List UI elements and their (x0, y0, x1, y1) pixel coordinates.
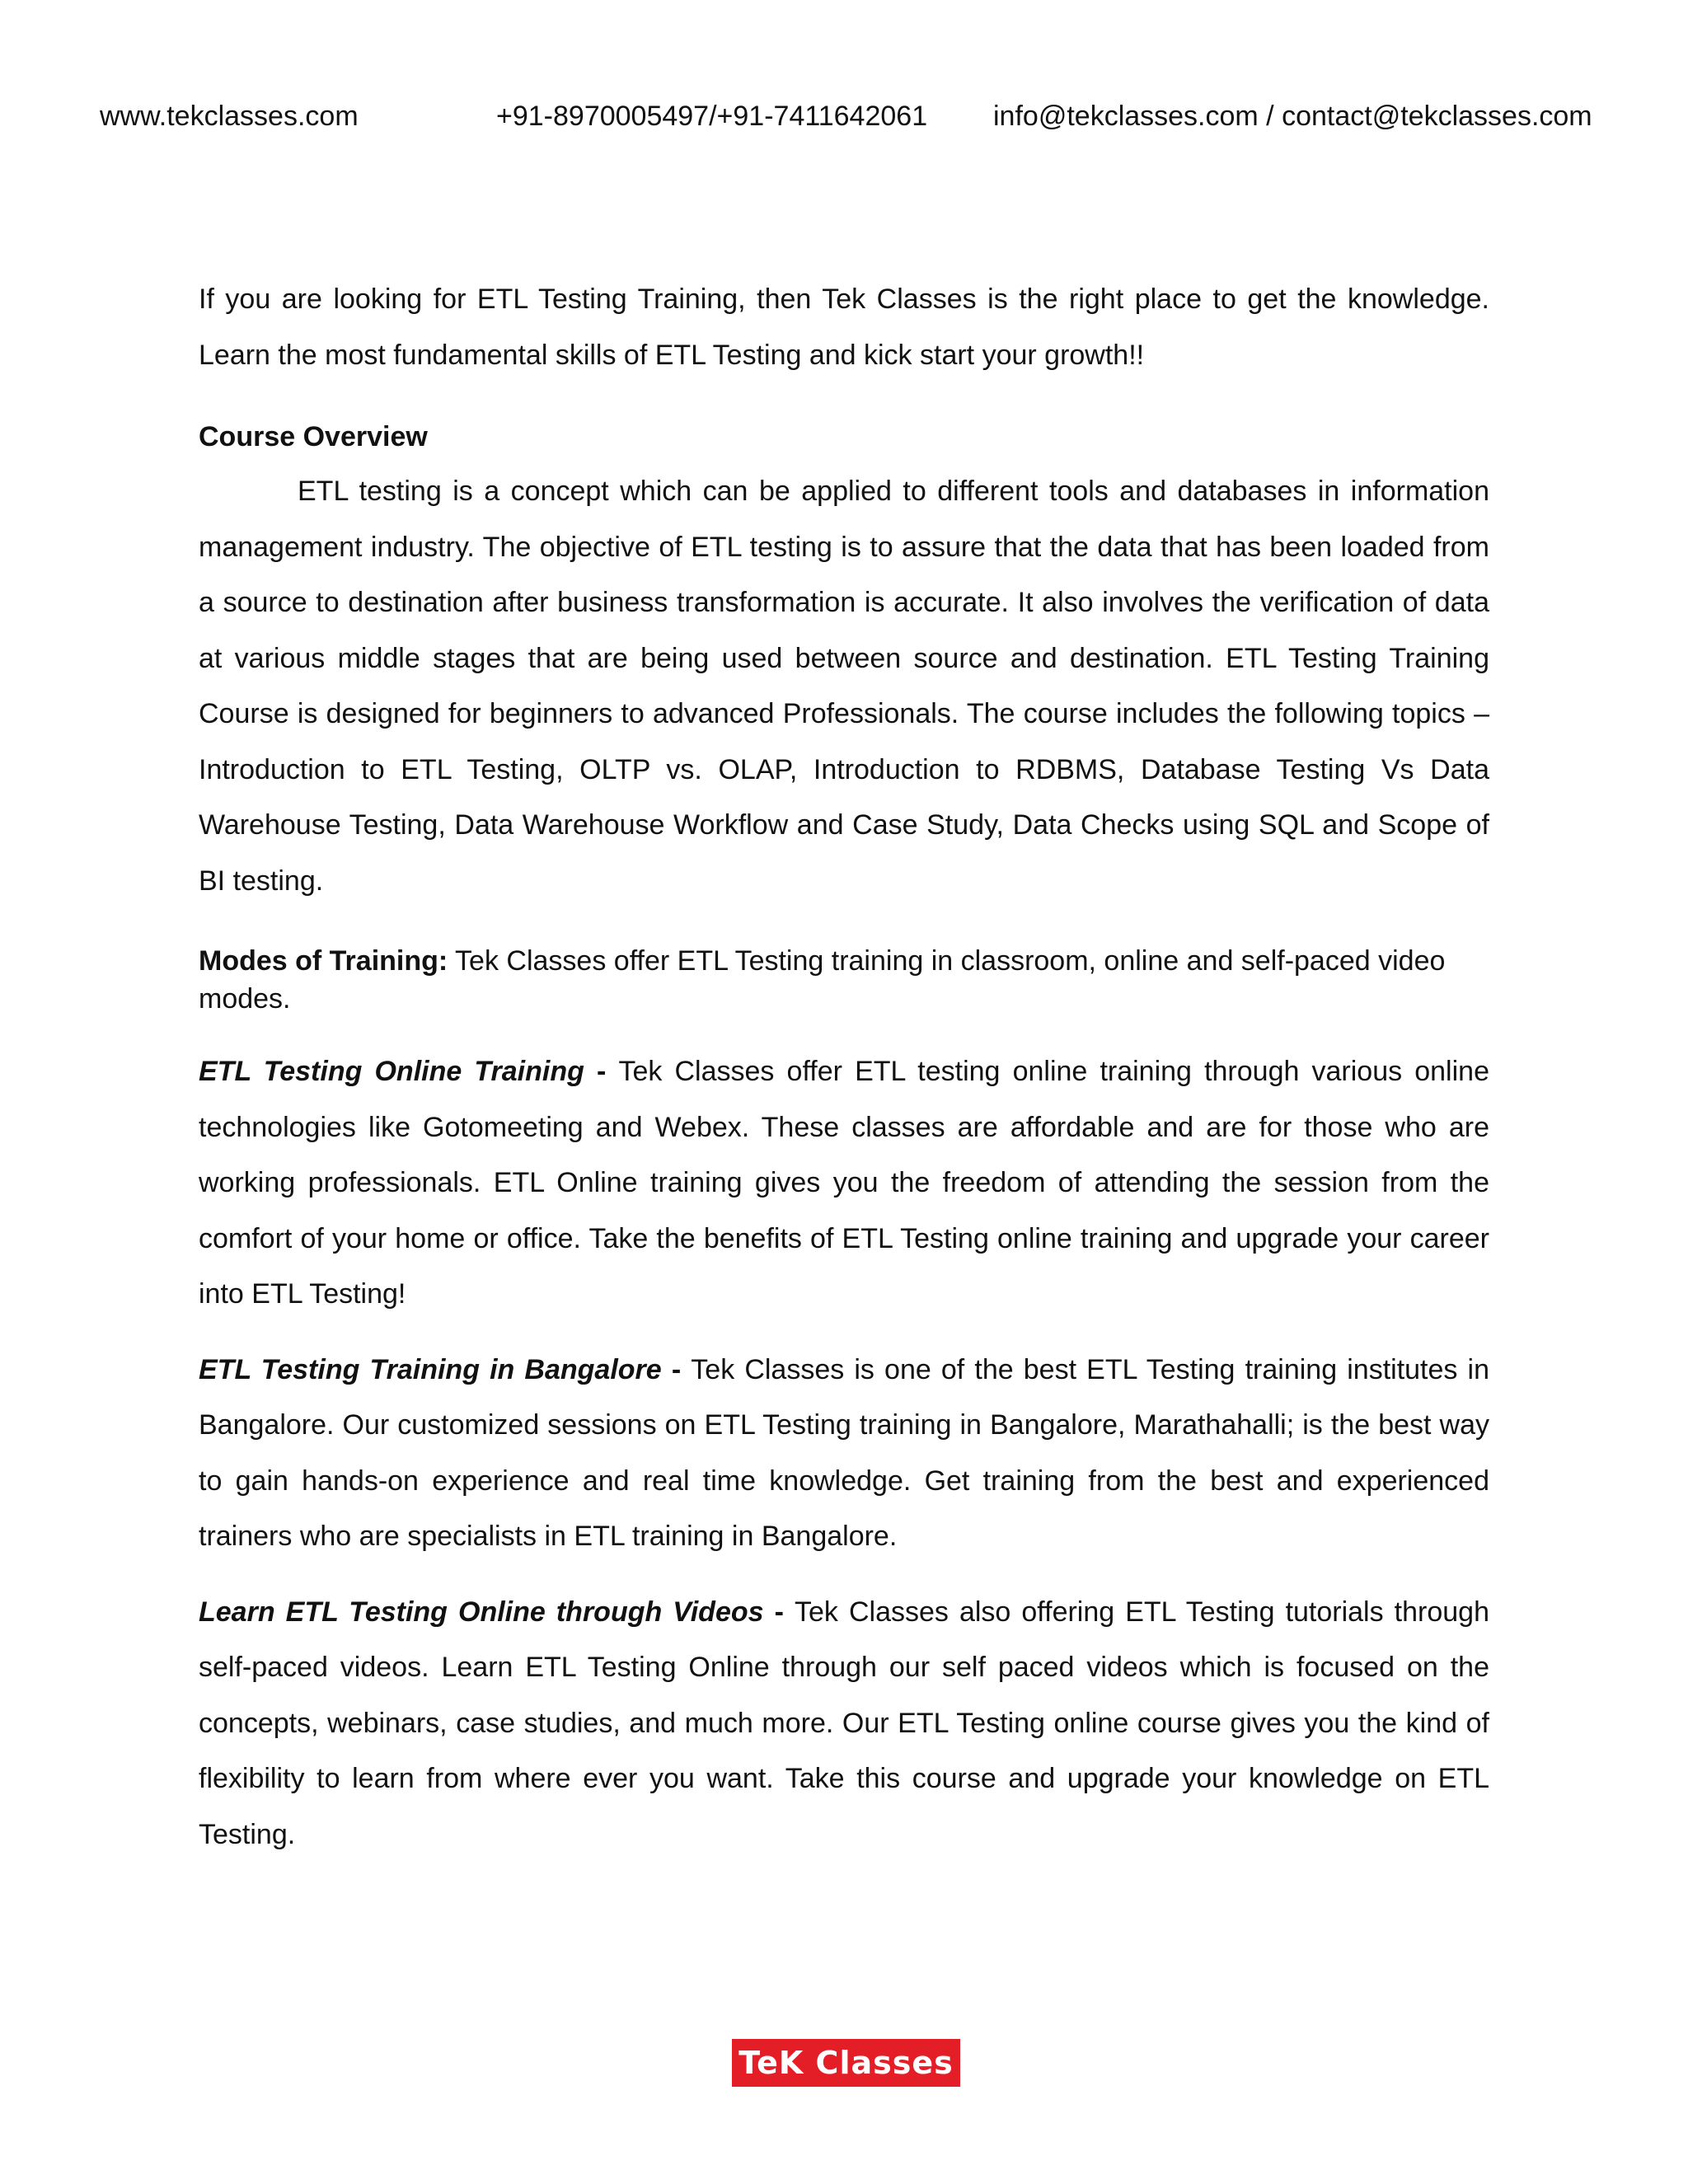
online-training-title: ETL Testing Online Training (199, 1056, 584, 1087)
modes-of-training-paragraph (199, 942, 1489, 1018)
online-training-separator: - (584, 1056, 619, 1087)
online-training-section (199, 1044, 1489, 1323)
document-body (199, 272, 1489, 1882)
page-header (0, 96, 1688, 137)
modes-of-training-label: Modes of Training: (199, 945, 448, 977)
email-addresses[interactable]: info@tekclasses.com / contact@tekclasses.com (993, 101, 1592, 132)
video-training-separator: - (763, 1596, 795, 1628)
course-overview-paragraph: ETL testing is a concept which can be applied to different tools and databases in information management industry. The objective of ETL testing is to assure that the data that has been loaded from a source to destination after business transformation is accurate. It also involves the verification of data at various middle stages that are being used between source and destination. ETL Testing Training Course is designed for beginners to advanced Professionals. The course includes the following topics – Introduction to ETL Testing, OLTP vs. OLAP, Introduction to RDBMS, Database Testing Vs Data Warehouse Testing, Data Warehouse Workflow and Case Study, Data Checks using SQL and Scope of BI testing. (199, 476, 1489, 897)
video-training-section (199, 1585, 1489, 1863)
bangalore-training-separator: - (661, 1353, 692, 1385)
tek-classes-logo: TeK Classes (732, 2039, 960, 2087)
online-training-text: Tek Classes offer ETL testing online training through various online technologies like Gotomeeting and Webex. These classes are affordable and are for those who are working professionals. ETL Online training gives you the freedom of attending the session from the comfort of your home or office. Take the benefits of ETL Testing online training and upgrade your career into ETL Testing! (199, 1056, 1489, 1310)
bangalore-training-title: ETL Testing Training in Bangalore (199, 1353, 662, 1385)
phone-numbers: +91-8970005497/+91-7411642061 (496, 101, 928, 132)
course-overview-heading: Course Overview (199, 421, 428, 452)
website-link[interactable]: www.tekclasses.com (100, 101, 359, 132)
modes-of-training-text: Tek Classes offer ETL Testing training in classroom, online and self-paced video modes. (199, 945, 1446, 1015)
intro-paragraph: If you are looking for ETL Testing Training, then Tek Classes is the right place to get the knowledge. Learn the most fundamental skills of ETL Testing and kick start your growth!! (199, 284, 1489, 371)
video-training-text: Tek Classes also offering ETL Testing tutorials through self-paced videos. Learn ETL Testing Online through our self paced videos which is focused on the concepts, webinars, case studies, and much more. Our ETL Testing online course gives you the kind of flexibility to learn from where ever you want. Take this course and upgrade your knowledge on ETL Testing. (199, 1596, 1489, 1850)
bangalore-training-text: Tek Classes is one of the best ETL Testing training institutes in Bangalore. Our customized sessions on ETL Testing training in Bangalore, Marathahalli; is the best way to gain hands-on experience and real time knowledge. Get training from the best and experienced trainers who are specialists in ETL training in Bangalore. (199, 1353, 1489, 1552)
video-training-title: Learn ETL Testing Online through Videos (199, 1596, 764, 1628)
bangalore-training-section (199, 1343, 1489, 1565)
